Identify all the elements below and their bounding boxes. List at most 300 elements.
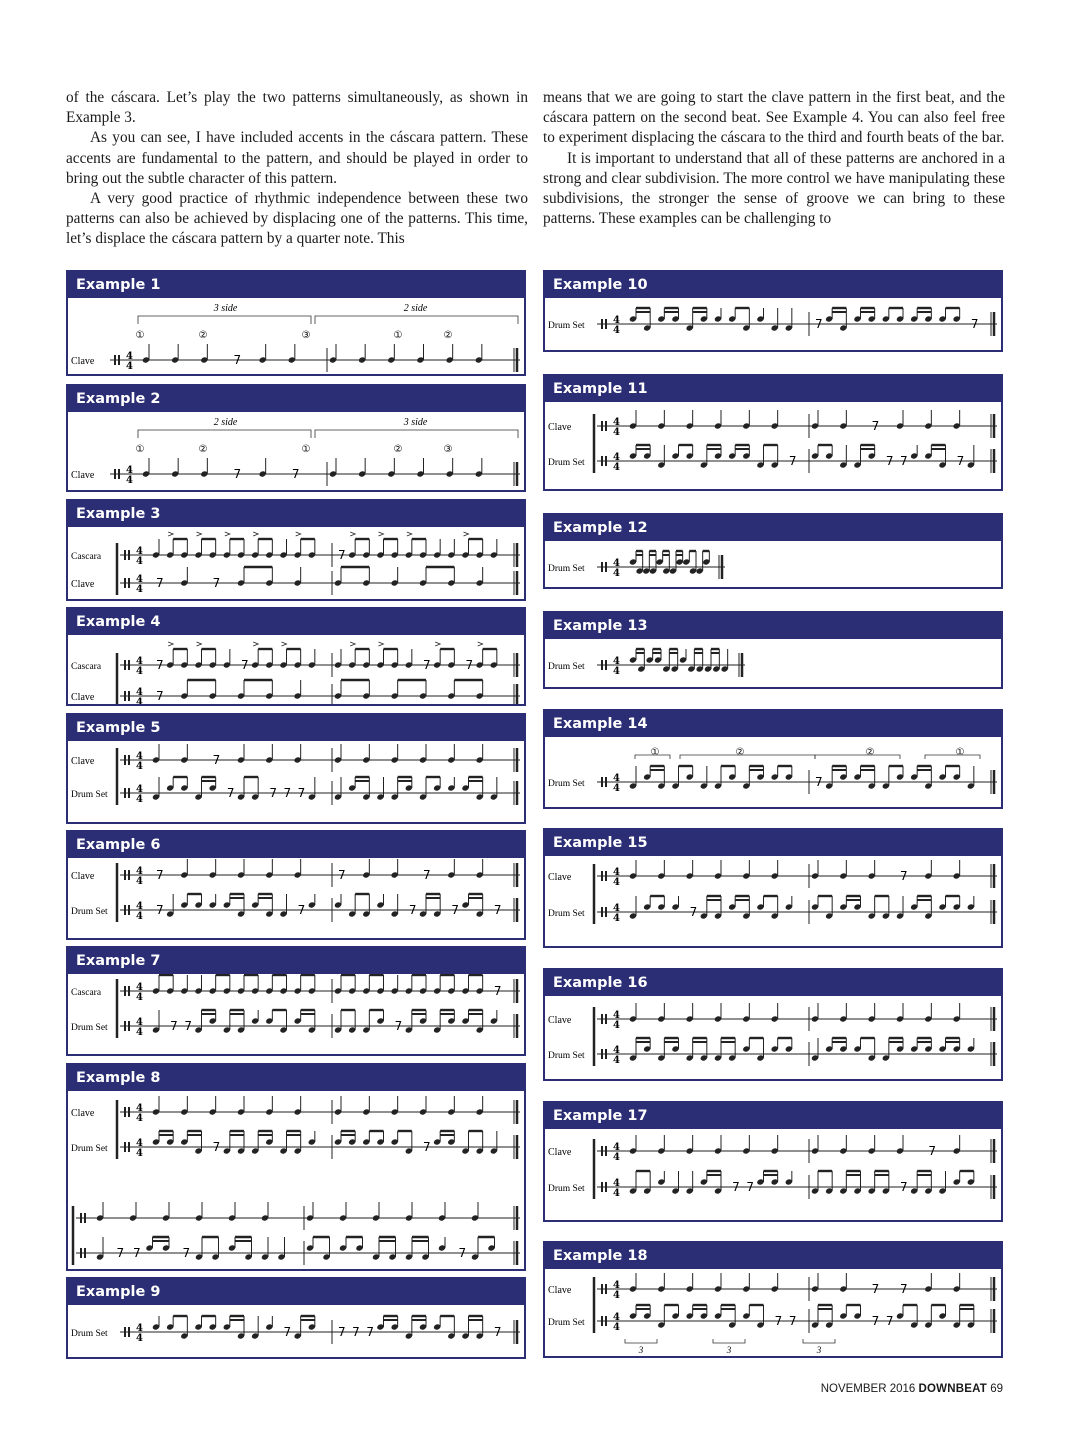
rest: 7 <box>871 1282 880 1296</box>
time-signature: 4 <box>613 913 620 924</box>
time-signature: 4 <box>613 1045 620 1056</box>
staff <box>597 308 997 336</box>
time-signature: 4 <box>613 1010 620 1021</box>
rest: 7 <box>182 1246 191 1260</box>
staff-label: Clave <box>548 1147 572 1158</box>
rest: 7 <box>291 467 300 481</box>
rest: 7 <box>283 1325 292 1339</box>
page-footer <box>821 1383 1003 1395</box>
time-signature: 4 <box>136 1333 143 1344</box>
percussion-clef <box>124 986 126 996</box>
time-signature: 4 <box>126 351 133 362</box>
example-title: Example 14 <box>545 711 1001 737</box>
percussion-clef <box>128 788 130 798</box>
time-signature: 4 <box>613 666 620 677</box>
music-notation <box>545 737 1001 807</box>
example-title: Example 6 <box>68 832 524 858</box>
rest: 7 <box>885 1314 894 1328</box>
percussion-clef <box>124 1327 126 1337</box>
accent-mark <box>478 642 483 646</box>
percussion-clef <box>601 907 603 917</box>
percussion-clef <box>605 1182 607 1192</box>
clave-side-bracket <box>138 430 311 438</box>
staff-label: Clave <box>71 692 95 703</box>
music-notation <box>68 858 524 938</box>
staff-label: Drum Set <box>71 790 108 800</box>
tuplet-bracket <box>625 1339 657 1343</box>
rest: 7 <box>283 786 292 800</box>
staff-label: Clave <box>548 872 572 883</box>
rest: 7 <box>900 454 908 468</box>
clave-side-bracket <box>138 316 311 324</box>
time-signature: 4 <box>613 427 620 438</box>
staff <box>120 567 520 595</box>
percussion-clef <box>128 1142 130 1152</box>
time-signature: 4 <box>136 687 143 698</box>
staff-label: Drum Set <box>548 1051 585 1061</box>
accent-mark <box>464 532 469 536</box>
rest: 7 <box>465 658 474 672</box>
tuplet-number: 3 <box>638 1345 644 1355</box>
tuplet-number: 3 <box>816 1345 822 1355</box>
time-signature: 4 <box>136 546 143 557</box>
percussion-clef <box>114 469 116 479</box>
percussion-clef <box>605 660 607 670</box>
staff-label: Cascara <box>71 552 102 562</box>
count-number: ② <box>198 330 208 341</box>
staff <box>110 344 520 372</box>
rest: 7 <box>900 869 908 883</box>
notation-area <box>68 974 524 1054</box>
percussion-clef <box>128 550 130 560</box>
music-notation <box>68 741 524 822</box>
example-title: Example 15 <box>545 830 1001 856</box>
rest: 7 <box>297 786 306 800</box>
count-bracket <box>680 755 815 759</box>
percussion-clef <box>124 905 126 915</box>
accent-mark <box>379 642 384 646</box>
rest: 7 <box>170 1019 178 1033</box>
percussion-clef <box>128 1107 130 1117</box>
time-signature: 4 <box>613 1290 620 1301</box>
example-title: Example 12 <box>545 515 1001 541</box>
time-signature: 4 <box>613 452 620 463</box>
rest: 7 <box>493 903 502 917</box>
notation-area <box>68 635 524 704</box>
time-signature: 4 <box>136 1017 143 1028</box>
accent-mark <box>225 532 230 536</box>
staff-label: Drum Set <box>548 564 585 574</box>
time-signature: 4 <box>126 361 133 372</box>
example-title: Example 8 <box>68 1065 524 1091</box>
paragraph: of the cáscara. Let’s play the two patterns simultaneously, as shown in Example 3. <box>66 89 528 127</box>
percussion-clef <box>118 355 120 365</box>
staff-label: Clave <box>71 470 95 481</box>
accent-mark <box>350 532 355 536</box>
time-signature: 4 <box>136 574 143 585</box>
music-notation <box>545 856 1001 946</box>
staff-label: Cascara <box>71 988 102 998</box>
percussion-clef <box>601 777 603 787</box>
notation-area <box>545 402 1001 489</box>
time-signature: 4 <box>613 1188 620 1199</box>
footer-page-number: 69 <box>990 1383 1003 1395</box>
time-signature: 4 <box>613 867 620 878</box>
staff-label: Drum Set <box>548 662 585 672</box>
staff-label: Clave <box>548 1015 572 1026</box>
time-signature: 4 <box>136 982 143 993</box>
staff <box>110 458 520 486</box>
rest: 7 <box>156 658 164 672</box>
rest: 7 <box>133 1246 141 1260</box>
accent-mark <box>296 532 301 536</box>
rest: 7 <box>338 548 346 562</box>
rest: 7 <box>746 1180 754 1194</box>
tuplet-number: 3 <box>726 1345 732 1355</box>
accent-mark <box>253 532 258 536</box>
footer-magazine: DOWNBEAT <box>918 1383 987 1395</box>
percussion-clef <box>605 1049 607 1059</box>
music-notation <box>68 527 524 599</box>
percussion-clef <box>124 660 126 670</box>
example-title: Example 11 <box>545 376 1001 402</box>
percussion-clef <box>601 871 603 881</box>
notation-area <box>68 412 524 490</box>
count-number: ② <box>865 747 875 758</box>
count-number: ② <box>443 330 453 341</box>
time-signature: 4 <box>126 475 133 486</box>
example-box <box>66 1277 526 1359</box>
example-box <box>543 513 1003 589</box>
percussion-clef <box>124 1142 126 1152</box>
time-signature: 4 <box>136 556 143 567</box>
notation-area <box>545 1129 1001 1220</box>
time-signature: 4 <box>136 656 143 667</box>
count-bracket <box>815 755 900 759</box>
time-signature: 4 <box>613 877 620 888</box>
percussion-clef <box>114 355 116 365</box>
percussion-clef <box>601 421 603 431</box>
rest: 7 <box>885 454 894 468</box>
percussion-clef <box>601 660 603 670</box>
rest: 7 <box>226 786 235 800</box>
percussion-clef <box>605 421 607 431</box>
time-signature: 4 <box>613 1142 620 1153</box>
staff <box>120 680 520 704</box>
rest: 7 <box>233 353 242 367</box>
notation-area <box>68 858 524 938</box>
accent-mark <box>253 642 258 646</box>
staff-label: Drum Set <box>548 909 585 919</box>
percussion-clef <box>601 562 603 572</box>
rest: 7 <box>212 1140 221 1154</box>
time-signature: 4 <box>613 1280 620 1291</box>
paragraph: A very good practice of rhythmic independence between these two patterns can also be achieved by displacing one of the patterns. This time, let’s displace the cáscara pattern by a quarter note. This <box>66 190 528 248</box>
staff <box>597 410 997 438</box>
staff-label: Drum Set <box>548 779 585 789</box>
rest: 7 <box>156 868 164 882</box>
music-notation <box>68 1091 524 1269</box>
percussion-clef <box>601 1284 603 1294</box>
time-signature: 4 <box>613 1055 620 1066</box>
time-signature: 4 <box>613 558 620 569</box>
percussion-clef <box>124 1021 126 1031</box>
accent-mark <box>197 642 202 646</box>
paragraph: It is important to understand that all of these patterns are anchored in a strong and clear subdivision. The more control we have manipulating these subdivisions, the stronger the sense of groove we can bring to these patterns. These examples can be challenging to <box>543 149 1005 228</box>
time-signature: 4 <box>613 783 620 794</box>
staff-label: Clave <box>71 871 95 882</box>
clave-side-label: 2 side <box>213 417 238 428</box>
rest: 7 <box>871 1314 880 1328</box>
rest: 7 <box>458 1246 467 1260</box>
percussion-clef <box>128 870 130 880</box>
staff-label: Drum Set <box>548 1318 585 1328</box>
staff-label: Drum Set <box>71 1023 108 1033</box>
percussion-clef <box>605 1316 607 1326</box>
notation-area <box>545 737 1001 807</box>
count-number: ① <box>650 747 660 758</box>
time-signature: 4 <box>613 462 620 473</box>
music-notation <box>68 974 524 1054</box>
music-notation <box>545 541 1001 587</box>
paragraph: As you can see, I have included accents in the cáscara pattern. These accents are fundamental to the pattern, and should be played in order to bring out the subtle character of this pattern. <box>66 129 528 187</box>
rest: 7 <box>269 786 277 800</box>
percussion-clef <box>84 1213 86 1223</box>
count-number: ① <box>301 444 311 455</box>
percussion-clef <box>118 469 120 479</box>
staff <box>597 649 745 677</box>
music-notation <box>545 298 1001 350</box>
staff-label: Clave <box>548 1285 572 1296</box>
notation-area <box>68 1305 524 1357</box>
rest: 7 <box>788 454 797 468</box>
rest: 7 <box>233 467 242 481</box>
notation-area <box>545 639 1001 687</box>
rest: 7 <box>493 1325 502 1339</box>
rest: 7 <box>338 1325 346 1339</box>
time-signature: 4 <box>613 1178 620 1189</box>
percussion-clef <box>124 550 126 560</box>
rest: 7 <box>297 903 306 917</box>
staff-label: Drum Set <box>71 1144 108 1154</box>
staff-label: Clave <box>71 1108 95 1119</box>
time-signature: 4 <box>136 784 143 795</box>
percussion-clef <box>124 1107 126 1117</box>
notation-area <box>545 541 1001 587</box>
percussion-clef <box>128 1327 130 1337</box>
rest: 7 <box>788 1314 797 1328</box>
staff <box>597 1003 997 1031</box>
staff <box>597 860 997 888</box>
rest: 7 <box>394 1019 403 1033</box>
music-notation <box>545 1129 1001 1220</box>
example-title: Example 17 <box>545 1103 1001 1129</box>
notation-area <box>545 298 1001 350</box>
staff <box>120 1010 520 1038</box>
percussion-clef <box>124 578 126 588</box>
time-signature: 4 <box>613 325 620 336</box>
percussion-clef <box>601 1316 603 1326</box>
percussion-clef <box>605 456 607 466</box>
time-signature: 4 <box>613 1312 620 1323</box>
example-title: Example 10 <box>545 272 1001 298</box>
count-number: ② <box>393 444 403 455</box>
time-signature: 4 <box>136 901 143 912</box>
count-bracket <box>925 755 980 759</box>
time-signature: 4 <box>136 666 143 677</box>
time-signature: 4 <box>613 1322 620 1333</box>
time-signature: 4 <box>136 584 143 595</box>
example-title: Example 18 <box>545 1243 1001 1269</box>
example-box <box>543 611 1003 689</box>
example-box <box>543 709 1003 809</box>
rest: 7 <box>815 317 823 331</box>
count-number: ③ <box>301 330 311 341</box>
percussion-clef <box>128 986 130 996</box>
time-signature: 4 <box>136 992 143 1003</box>
rest: 7 <box>423 868 431 882</box>
rest: 7 <box>423 658 431 672</box>
accent-mark <box>168 532 173 536</box>
rest: 7 <box>493 984 502 998</box>
time-signature: 4 <box>136 794 143 805</box>
notation-area <box>68 741 524 822</box>
example-title: Example 2 <box>68 386 524 412</box>
percussion-clef <box>601 1014 603 1024</box>
count-number: ① <box>135 444 145 455</box>
percussion-clef <box>124 691 126 701</box>
percussion-clef <box>128 905 130 915</box>
rest: 7 <box>732 1180 740 1194</box>
staff <box>120 859 520 887</box>
count-number: ① <box>393 330 403 341</box>
staff <box>120 894 520 922</box>
staff-label: Clave <box>71 756 95 767</box>
time-signature: 4 <box>136 761 143 772</box>
rest: 7 <box>774 1314 783 1328</box>
music-notation <box>545 996 1001 1079</box>
example-box <box>66 607 526 706</box>
paragraph: means that we are going to start the clave pattern in the first beat, and the cáscara pattern on the second beat. See Example 4. You can also feel free to experiment displacing the cáscara to the third and fourth beats of the bar. <box>543 89 1005 147</box>
rest: 7 <box>956 454 965 468</box>
rest: 7 <box>212 753 221 767</box>
percussion-clef <box>605 1284 607 1294</box>
count-number: ③ <box>443 444 453 455</box>
example-box <box>66 384 526 492</box>
rest: 7 <box>116 1246 125 1260</box>
staff <box>597 1171 997 1199</box>
rest: 7 <box>928 1144 936 1158</box>
staff <box>597 1273 997 1301</box>
example-box <box>543 968 1003 1081</box>
percussion-clef <box>124 788 126 798</box>
time-signature: 4 <box>613 315 620 326</box>
percussion-clef <box>128 1021 130 1031</box>
rest: 7 <box>156 903 164 917</box>
staff-label: Clave <box>71 356 95 367</box>
time-signature: 4 <box>136 1323 143 1334</box>
rest: 7 <box>366 1325 374 1339</box>
time-signature: 4 <box>136 697 143 704</box>
staff <box>597 445 997 473</box>
example-title: Example 13 <box>545 613 1001 639</box>
percussion-clef <box>80 1213 82 1223</box>
time-signature: 4 <box>136 1148 143 1159</box>
time-signature: 4 <box>613 417 620 428</box>
example-box <box>66 713 526 824</box>
time-signature: 4 <box>136 1138 143 1149</box>
staff-label: Drum Set <box>548 1184 585 1194</box>
example-box <box>66 946 526 1056</box>
rest: 7 <box>871 419 880 433</box>
example-box <box>543 828 1003 948</box>
rest: 7 <box>900 1180 908 1194</box>
percussion-clef <box>605 319 607 329</box>
clave-side-label: 3 side <box>213 303 238 314</box>
staff <box>120 1131 520 1159</box>
rest: 7 <box>423 1140 431 1154</box>
example-title: Example 5 <box>68 715 524 741</box>
percussion-clef <box>601 1182 603 1192</box>
accent-mark <box>282 642 287 646</box>
staff-label: Cascara <box>71 662 102 672</box>
time-signature: 4 <box>136 866 143 877</box>
count-number: ① <box>955 747 965 758</box>
time-signature: 4 <box>136 911 143 922</box>
rest: 7 <box>352 1325 360 1339</box>
music-notation <box>545 639 1001 687</box>
percussion-clef <box>601 319 603 329</box>
example-box <box>543 1241 1003 1358</box>
staff <box>76 1237 520 1265</box>
music-notation <box>68 298 524 374</box>
accent-mark <box>407 532 412 536</box>
example-box <box>543 1101 1003 1222</box>
percussion-clef <box>605 871 607 881</box>
staff-label: Drum Set <box>71 1329 108 1339</box>
staff <box>120 1096 520 1124</box>
staff <box>120 1316 520 1344</box>
percussion-clef <box>605 907 607 917</box>
rest: 7 <box>212 576 221 590</box>
time-signature: 4 <box>613 773 620 784</box>
time-signature: 4 <box>136 1027 143 1038</box>
percussion-clef <box>128 578 130 588</box>
music-notation <box>68 635 524 704</box>
percussion-clef <box>128 660 130 670</box>
count-number: ① <box>135 330 145 341</box>
music-notation <box>68 1305 524 1357</box>
percussion-clef <box>605 1146 607 1156</box>
staff <box>597 1135 997 1163</box>
staff-label: Drum Set <box>71 907 108 917</box>
rest: 7 <box>338 868 346 882</box>
time-signature: 4 <box>136 1113 143 1124</box>
percussion-clef <box>128 755 130 765</box>
percussion-clef <box>605 1014 607 1024</box>
notation-area <box>68 298 524 374</box>
rest: 7 <box>451 903 459 917</box>
example-box <box>66 270 526 376</box>
tuplet-bracket <box>803 1339 835 1343</box>
clave-side-bracket <box>315 316 518 324</box>
rest: 7 <box>241 658 249 672</box>
staff-label: Drum Set <box>548 321 585 331</box>
staff-label: Clave <box>548 422 572 433</box>
staff <box>120 975 520 1003</box>
staff <box>597 766 997 794</box>
example-box <box>66 1063 526 1271</box>
